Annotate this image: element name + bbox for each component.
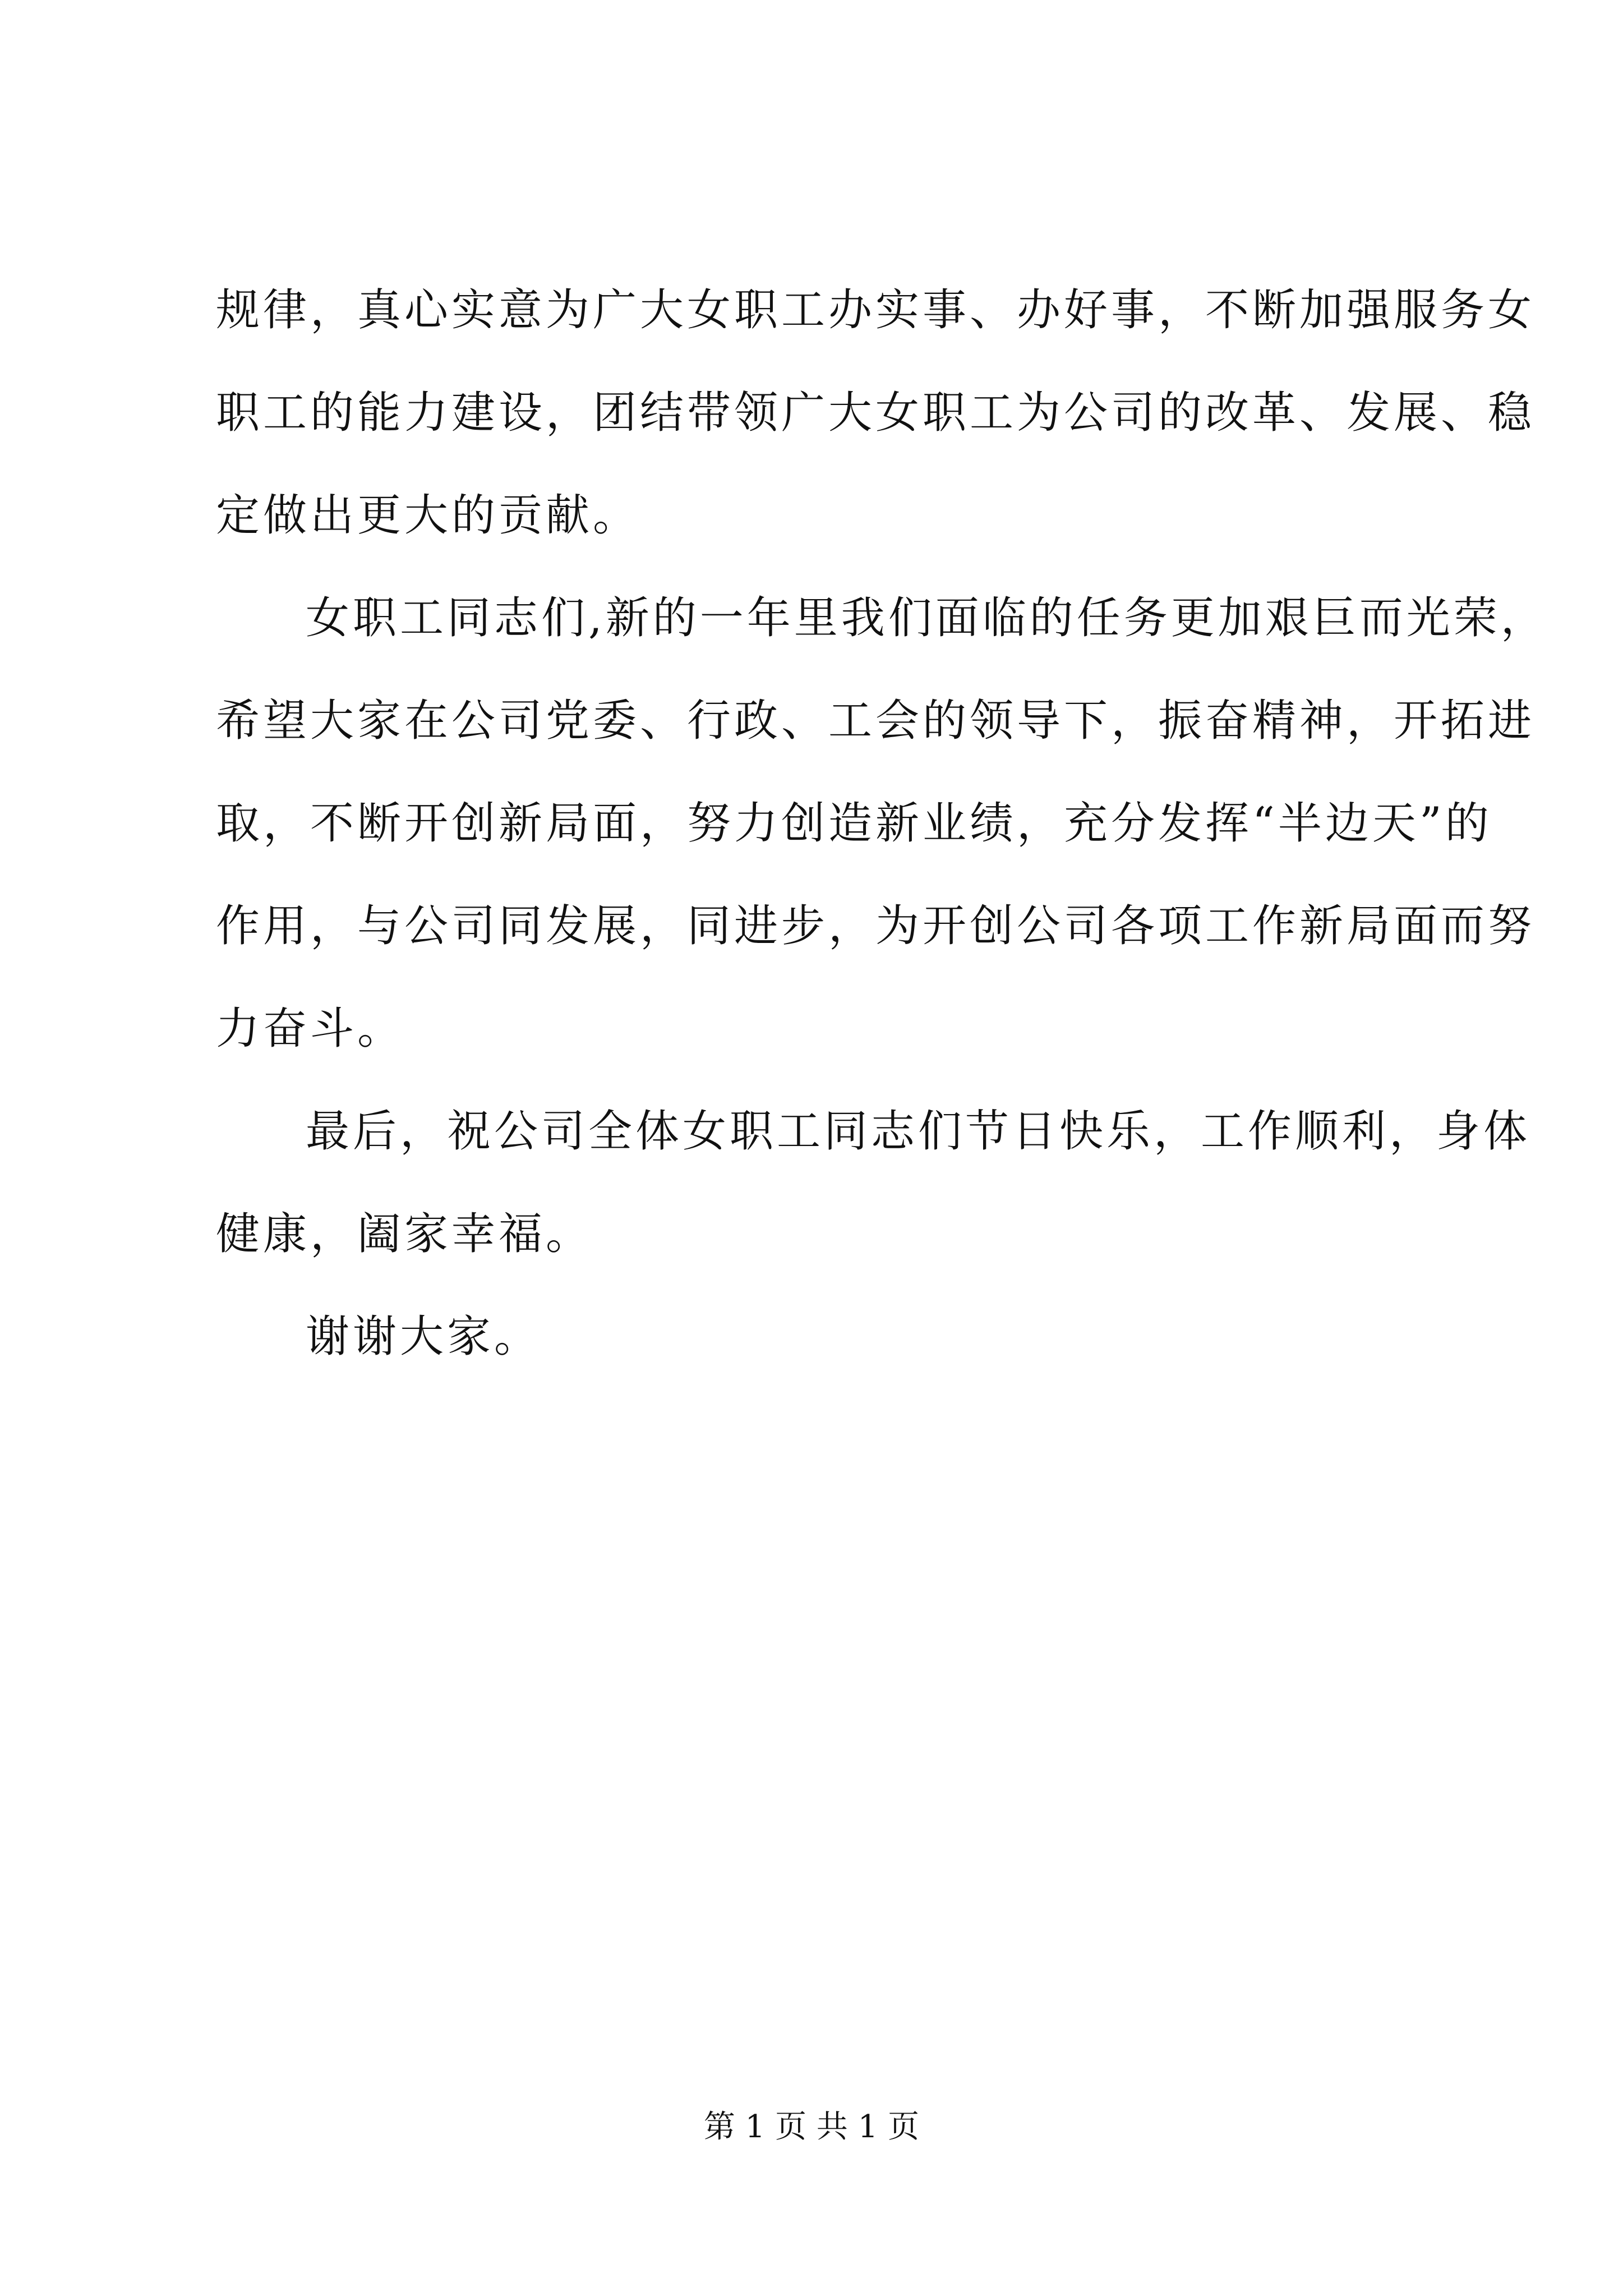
paragraph-start-line: 女职工同志们,新的一年里我们面临的任务更加艰巨而光荣， [306, 593, 1548, 643]
text-line: 力奋斗。 [216, 1004, 405, 1054]
text-line: 职工的能力建设，团结带领广大女职工为公司的改革、发展、稳 [216, 388, 1536, 438]
text-line: 规律，真心实意为广大女职工办实事、办好事，不断加强服务女 [216, 285, 1536, 335]
paragraph-start-line: 谢谢大家。 [306, 1312, 542, 1362]
body-text [216, 259, 1548, 1388]
text-line: 取，不断开创新局面，努力创造新业绩，充分发挥“半边天”的 [216, 798, 1492, 849]
page-footer: 第 1 页 共 1 页 [703, 2109, 920, 2145]
text-line: 希望大家在公司党委、行政、工会的领导下，振奋精神，开拓进 [216, 696, 1536, 746]
text-line: 作用，与公司同发展，同进步，为开创公司各项工作新局面而努 [216, 901, 1536, 951]
text-line: 健康，阖家幸福。 [216, 1209, 593, 1259]
text-line: 定做出更大的贡献。 [216, 490, 640, 541]
paragraph-start-line: 最后，祝公司全体女职工同志们节日快乐，工作顺利，身体 [306, 1106, 1531, 1157]
